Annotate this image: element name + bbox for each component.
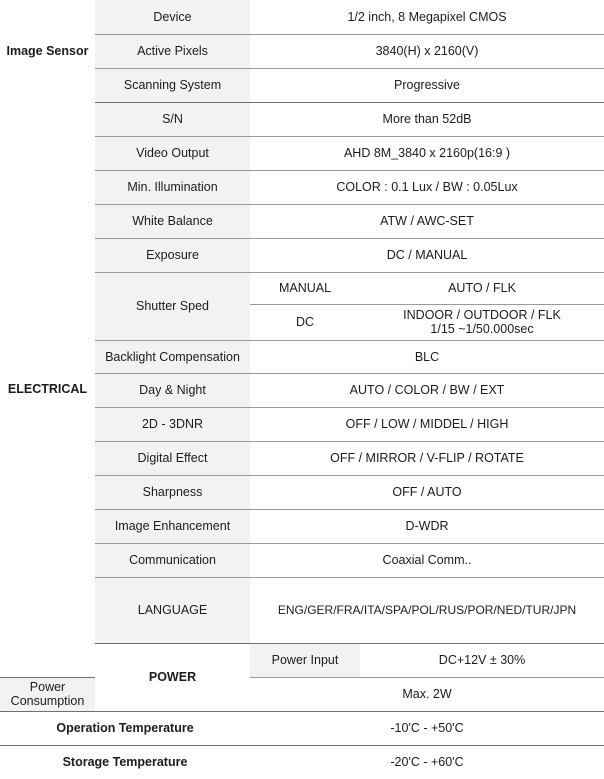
- label-power-input: Power Input: [250, 643, 360, 677]
- section-operation-temperature: Operation Temperature: [0, 711, 250, 745]
- value-active-pixels: 3840(H) x 2160(V): [250, 34, 604, 68]
- shutter-dc-value-line1: INDOOR / OUTDOOR / FLK: [403, 308, 561, 322]
- value-white-balance: ATW / AWC-SET: [250, 204, 604, 238]
- value-backlight: BLC: [250, 340, 604, 373]
- shutter-manual-value: AUTO / FLK: [360, 272, 604, 304]
- label-image-enhancement: Image Enhancement: [95, 509, 250, 543]
- label-sn: S/N: [95, 102, 250, 136]
- section-power: POWER: [95, 643, 250, 711]
- label-video-output: Video Output: [95, 136, 250, 170]
- label-day-night: Day & Night: [95, 373, 250, 407]
- value-storage-temperature: -20'C - +60'C: [390, 755, 464, 770]
- section-electrical: ELECTRICAL: [0, 102, 95, 677]
- value-image-enhancement: D-WDR: [250, 509, 604, 543]
- label-white-balance: White Balance: [95, 204, 250, 238]
- label-exposure: Exposure: [95, 238, 250, 272]
- section-image-sensor: Image Sensor: [6, 44, 89, 58]
- label-dnr: 2D - 3DNR: [95, 407, 250, 441]
- label-sharpness: Sharpness: [95, 475, 250, 509]
- value-video-output: AHD 8M_3840 x 2160p(16:9 ): [250, 136, 604, 170]
- value-sn: More than 52dB: [250, 102, 604, 136]
- value-operation-temperature: -10'C - +50'C: [250, 711, 604, 745]
- shutter-dc-value: [360, 304, 604, 340]
- label-communication: Communication: [95, 543, 250, 577]
- label-min-illumination: Min. Illumination: [95, 170, 250, 204]
- value-day-night: AUTO / COLOR / BW / EXT: [250, 373, 604, 407]
- value-power-consumption: Max. 2W: [250, 677, 604, 711]
- shutter-dc-label: DC: [250, 304, 360, 340]
- value-min-illumination: COLOR : 0.1 Lux / BW : 0.05Lux: [250, 170, 604, 204]
- value-communication: Coaxial Comm..: [250, 543, 604, 577]
- label-scanning-system: Scanning System: [95, 68, 250, 102]
- label-shutter: Shutter Sped: [95, 272, 250, 340]
- label-power-consumption: Power Consumption: [0, 677, 95, 711]
- label-digital-effect: Digital Effect: [95, 441, 250, 475]
- section-storage-temperature: Storage Temperature: [62, 755, 188, 770]
- shutter-dc-value-line2: 1/15 ~1/50.000sec: [430, 322, 534, 336]
- value-power-input: DC+12V ± 30%: [360, 643, 604, 677]
- label-active-pixels: Active Pixels: [95, 34, 250, 68]
- value-exposure: DC / MANUAL: [250, 238, 604, 272]
- value-device: 1/2 inch, 8 Megapixel CMOS: [250, 0, 604, 34]
- value-language: ENG/GER/FRA/ITA/SPA/POL/RUS/POR/NED/TUR/JPN: [250, 577, 604, 643]
- label-language: LANGUAGE: [95, 577, 250, 643]
- label-device: Device: [95, 0, 250, 34]
- value-dnr: OFF / LOW / MIDDEL / HIGH: [250, 407, 604, 441]
- value-sharpness: OFF / AUTO: [250, 475, 604, 509]
- shutter-manual-label: MANUAL: [250, 272, 360, 304]
- value-digital-effect: OFF / MIRROR / V-FLIP / ROTATE: [250, 441, 604, 475]
- value-scanning-system: Progressive: [250, 68, 604, 102]
- label-backlight: Backlight Compensation: [95, 340, 250, 373]
